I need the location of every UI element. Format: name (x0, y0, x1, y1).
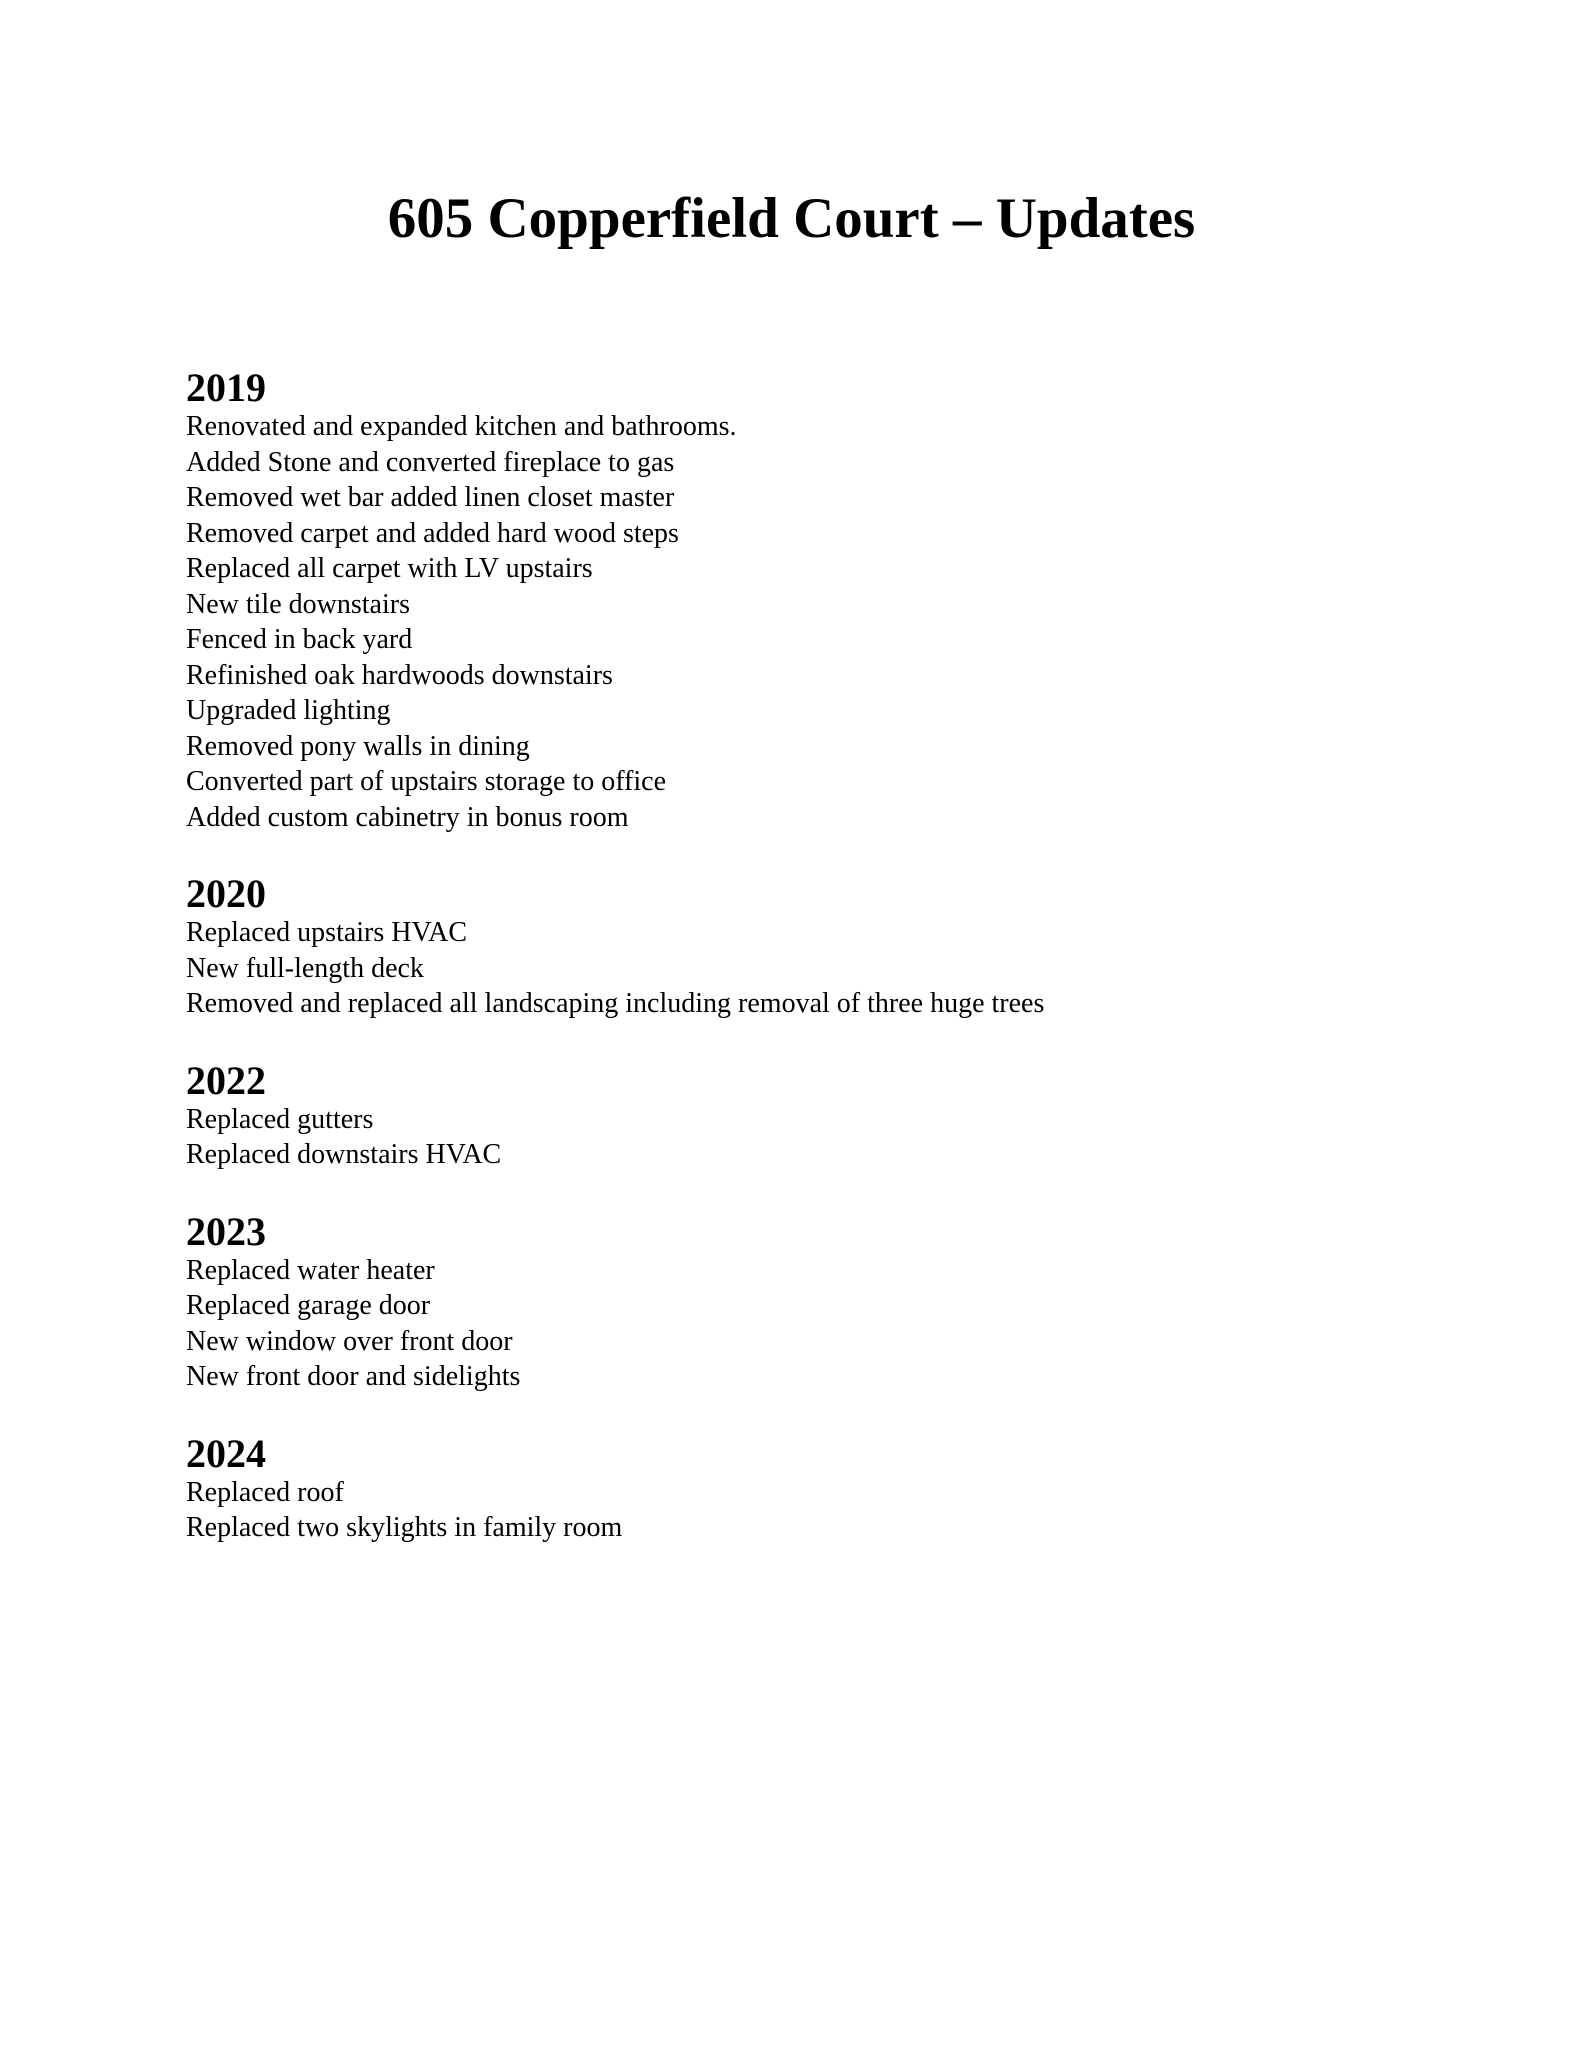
update-items (186, 409, 1486, 835)
update-items (186, 1102, 1486, 1173)
update-item: Removed pony walls in dining (186, 730, 530, 762)
update-items (186, 915, 1486, 1022)
year-heading: 2023 (186, 1208, 266, 1254)
update-items (186, 1475, 1486, 1546)
update-item: Replaced two skylights in family room (186, 1512, 623, 1543)
update-item: Refinished oak hardwoods downstairs (186, 659, 613, 691)
update-item: New tile downstairs (186, 588, 410, 620)
year-heading: 2022 (186, 1057, 266, 1103)
update-item: Replaced roof (186, 1476, 344, 1508)
update-item: New window over front door (186, 1325, 513, 1357)
year-heading: 2020 (186, 871, 266, 916)
update-item: Removed carpet and added hard wood steps (186, 517, 679, 549)
update-item: Renovated and expanded kitchen and bathrooms. (186, 411, 737, 442)
year-heading: 2019 (186, 365, 266, 410)
update-item: New front door and sidelights (186, 1361, 521, 1392)
update-item: Replaced gutters (186, 1103, 374, 1135)
section-2024 (186, 1431, 1486, 1546)
update-item: Added Stone and converted fireplace to gas (186, 446, 675, 478)
update-item: Removed and replaced all landscaping including removal of three huge trees (186, 988, 1045, 1019)
section-2020 (186, 871, 1486, 1022)
update-item: Added custom cabinetry in bonus room (186, 801, 629, 833)
update-item: Removed wet bar added linen closet master (186, 482, 675, 513)
update-item: Replaced downstairs HVAC (186, 1139, 502, 1170)
update-item: Replaced upstairs HVAC (186, 917, 467, 948)
year-heading: 2024 (186, 1430, 266, 1476)
update-item: Converted part of upstairs storage to office (186, 766, 667, 797)
section-2019 (186, 365, 1486, 835)
section-2022 (186, 1058, 1486, 1173)
update-item: Upgraded lighting (186, 695, 391, 726)
page-title: 605 Copperfield Court – Updates (387, 187, 1196, 250)
section-2023 (186, 1209, 1486, 1395)
update-item: Replaced garage door (186, 1290, 431, 1321)
update-items (186, 1253, 1486, 1395)
updates-list (186, 365, 1486, 1582)
update-item: New full-length deck (186, 952, 424, 984)
update-item: Replaced water heater (186, 1254, 435, 1286)
update-item: Fenced in back yard (186, 624, 413, 655)
update-item: Replaced all carpet with LV upstairs (186, 553, 593, 584)
